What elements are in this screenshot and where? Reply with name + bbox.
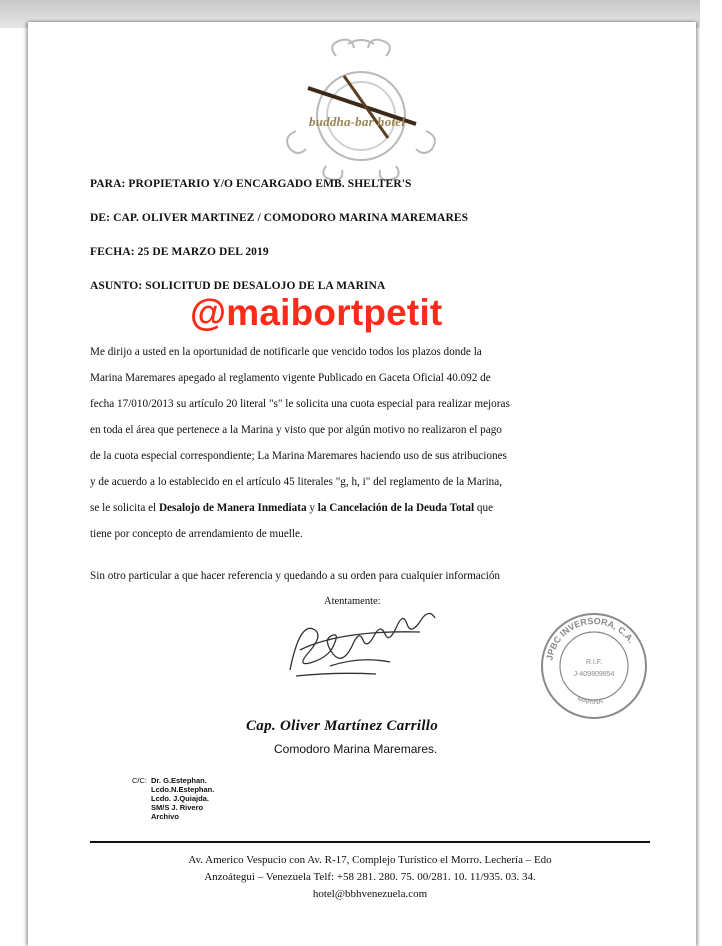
page-right-margin: [700, 0, 722, 946]
footer-address: [90, 852, 650, 903]
closing-sentence: Sin otro particular a que hacer referencia y quedando a su orden para cualquier información: [90, 570, 501, 582]
cc-item: Dr. G.Estephan.: [151, 776, 207, 785]
body-line-4: en toda el área que pertenece a la Marina y visto que por algún motivo no realizaron el pago: [90, 424, 502, 436]
header-fecha: FECHA: 25 DE MARZO DEL 2019: [90, 246, 269, 258]
header-asunto: ASUNTO: SOLICITUD DE DESALOJO DE LA MARINA: [90, 280, 386, 292]
body-bold-cancelacion: la Cancelación de la Deuda Total: [317, 502, 475, 514]
cc-label: C/C:: [132, 776, 147, 785]
header-para: PARA: PROPIETARIO Y/O ENCARGADO EMB. SHELTER'S: [90, 178, 412, 190]
company-stamp-icon: [538, 610, 650, 722]
cc-item: Archivo: [151, 812, 179, 821]
body-line-5: de la cuota especial correspondiente; La Marina Maremares haciendo uso de sus atribuciones: [90, 450, 507, 462]
footer-divider: [90, 841, 650, 843]
footer-email: hotel@bbhvenezuela.com: [312, 888, 428, 900]
body-line-6: y de acuerdo a lo establecido en el artículo 45 literales "g, h, i" del reglamento de la Marina,: [90, 476, 503, 488]
body-line-7-pre: se le solicita el: [90, 502, 159, 514]
handwritten-signature-icon: [270, 610, 460, 686]
signer-name: Cap. Oliver Martínez Carrillo: [246, 718, 439, 734]
stamp-bottom-text: MARINA: [576, 695, 604, 707]
header-de: DE: CAP. OLIVER MARTINEZ / COMODORO MARINA MAREMARES: [90, 212, 469, 224]
stamp-rif-number: J-409809854: [573, 671, 615, 678]
footer-line-1: Av. Americo Vespucio con Av. R-17, Complejo Turístico el Morro. Lechería – Edo: [188, 854, 552, 866]
body-line-7: [90, 502, 493, 514]
footer-line-2: Anzoátegui – Venezuela Telf: +58 281. 280. 75. 00/281. 10. 11/935. 03. 34.: [204, 871, 536, 883]
signer-title: Comodoro Marina Maremares.: [274, 742, 438, 756]
cc-item: Lcdo.N.Estephan.: [151, 785, 215, 794]
stamp-top-text: JPBC INVERSORA, C.A.: [544, 615, 637, 662]
body-line-7-post: que: [474, 502, 494, 514]
svg-text:MARINA: [576, 695, 604, 706]
cc-list: [151, 776, 214, 821]
body-bold-desalojo: Desalojo de Manera Inmediata: [158, 502, 307, 514]
atentamente: Atentamente:: [324, 596, 381, 607]
buddha-bar-logo-icon: [276, 36, 446, 186]
body-line-2: Marina Maremares apegado al reglamento vigente Publicado en Gaceta Oficial 40.092 de: [90, 372, 491, 384]
cc-item: Lcdo. J.Quiajda.: [151, 794, 209, 803]
cc-item: SM/S J. Rivero: [151, 803, 204, 812]
body-line-1: Me dirijo a usted en la oportunidad de notificarle que vencido todos los plazos donde la: [90, 346, 482, 358]
body-line-7-mid: y: [306, 502, 318, 514]
logo-text: buddha-bar hotel: [308, 114, 406, 129]
body-line-3: fecha 17/010/2013 su artículo 20 literal "s" le solicita una cuota especial para realizar mejoras: [90, 398, 510, 410]
watermark-handle: @maibortpetit: [190, 292, 443, 333]
stamp-rif-label: R.I.F.: [585, 659, 603, 666]
body-line-8: tiene por concepto de arrendamiento de muelle.: [90, 528, 303, 540]
